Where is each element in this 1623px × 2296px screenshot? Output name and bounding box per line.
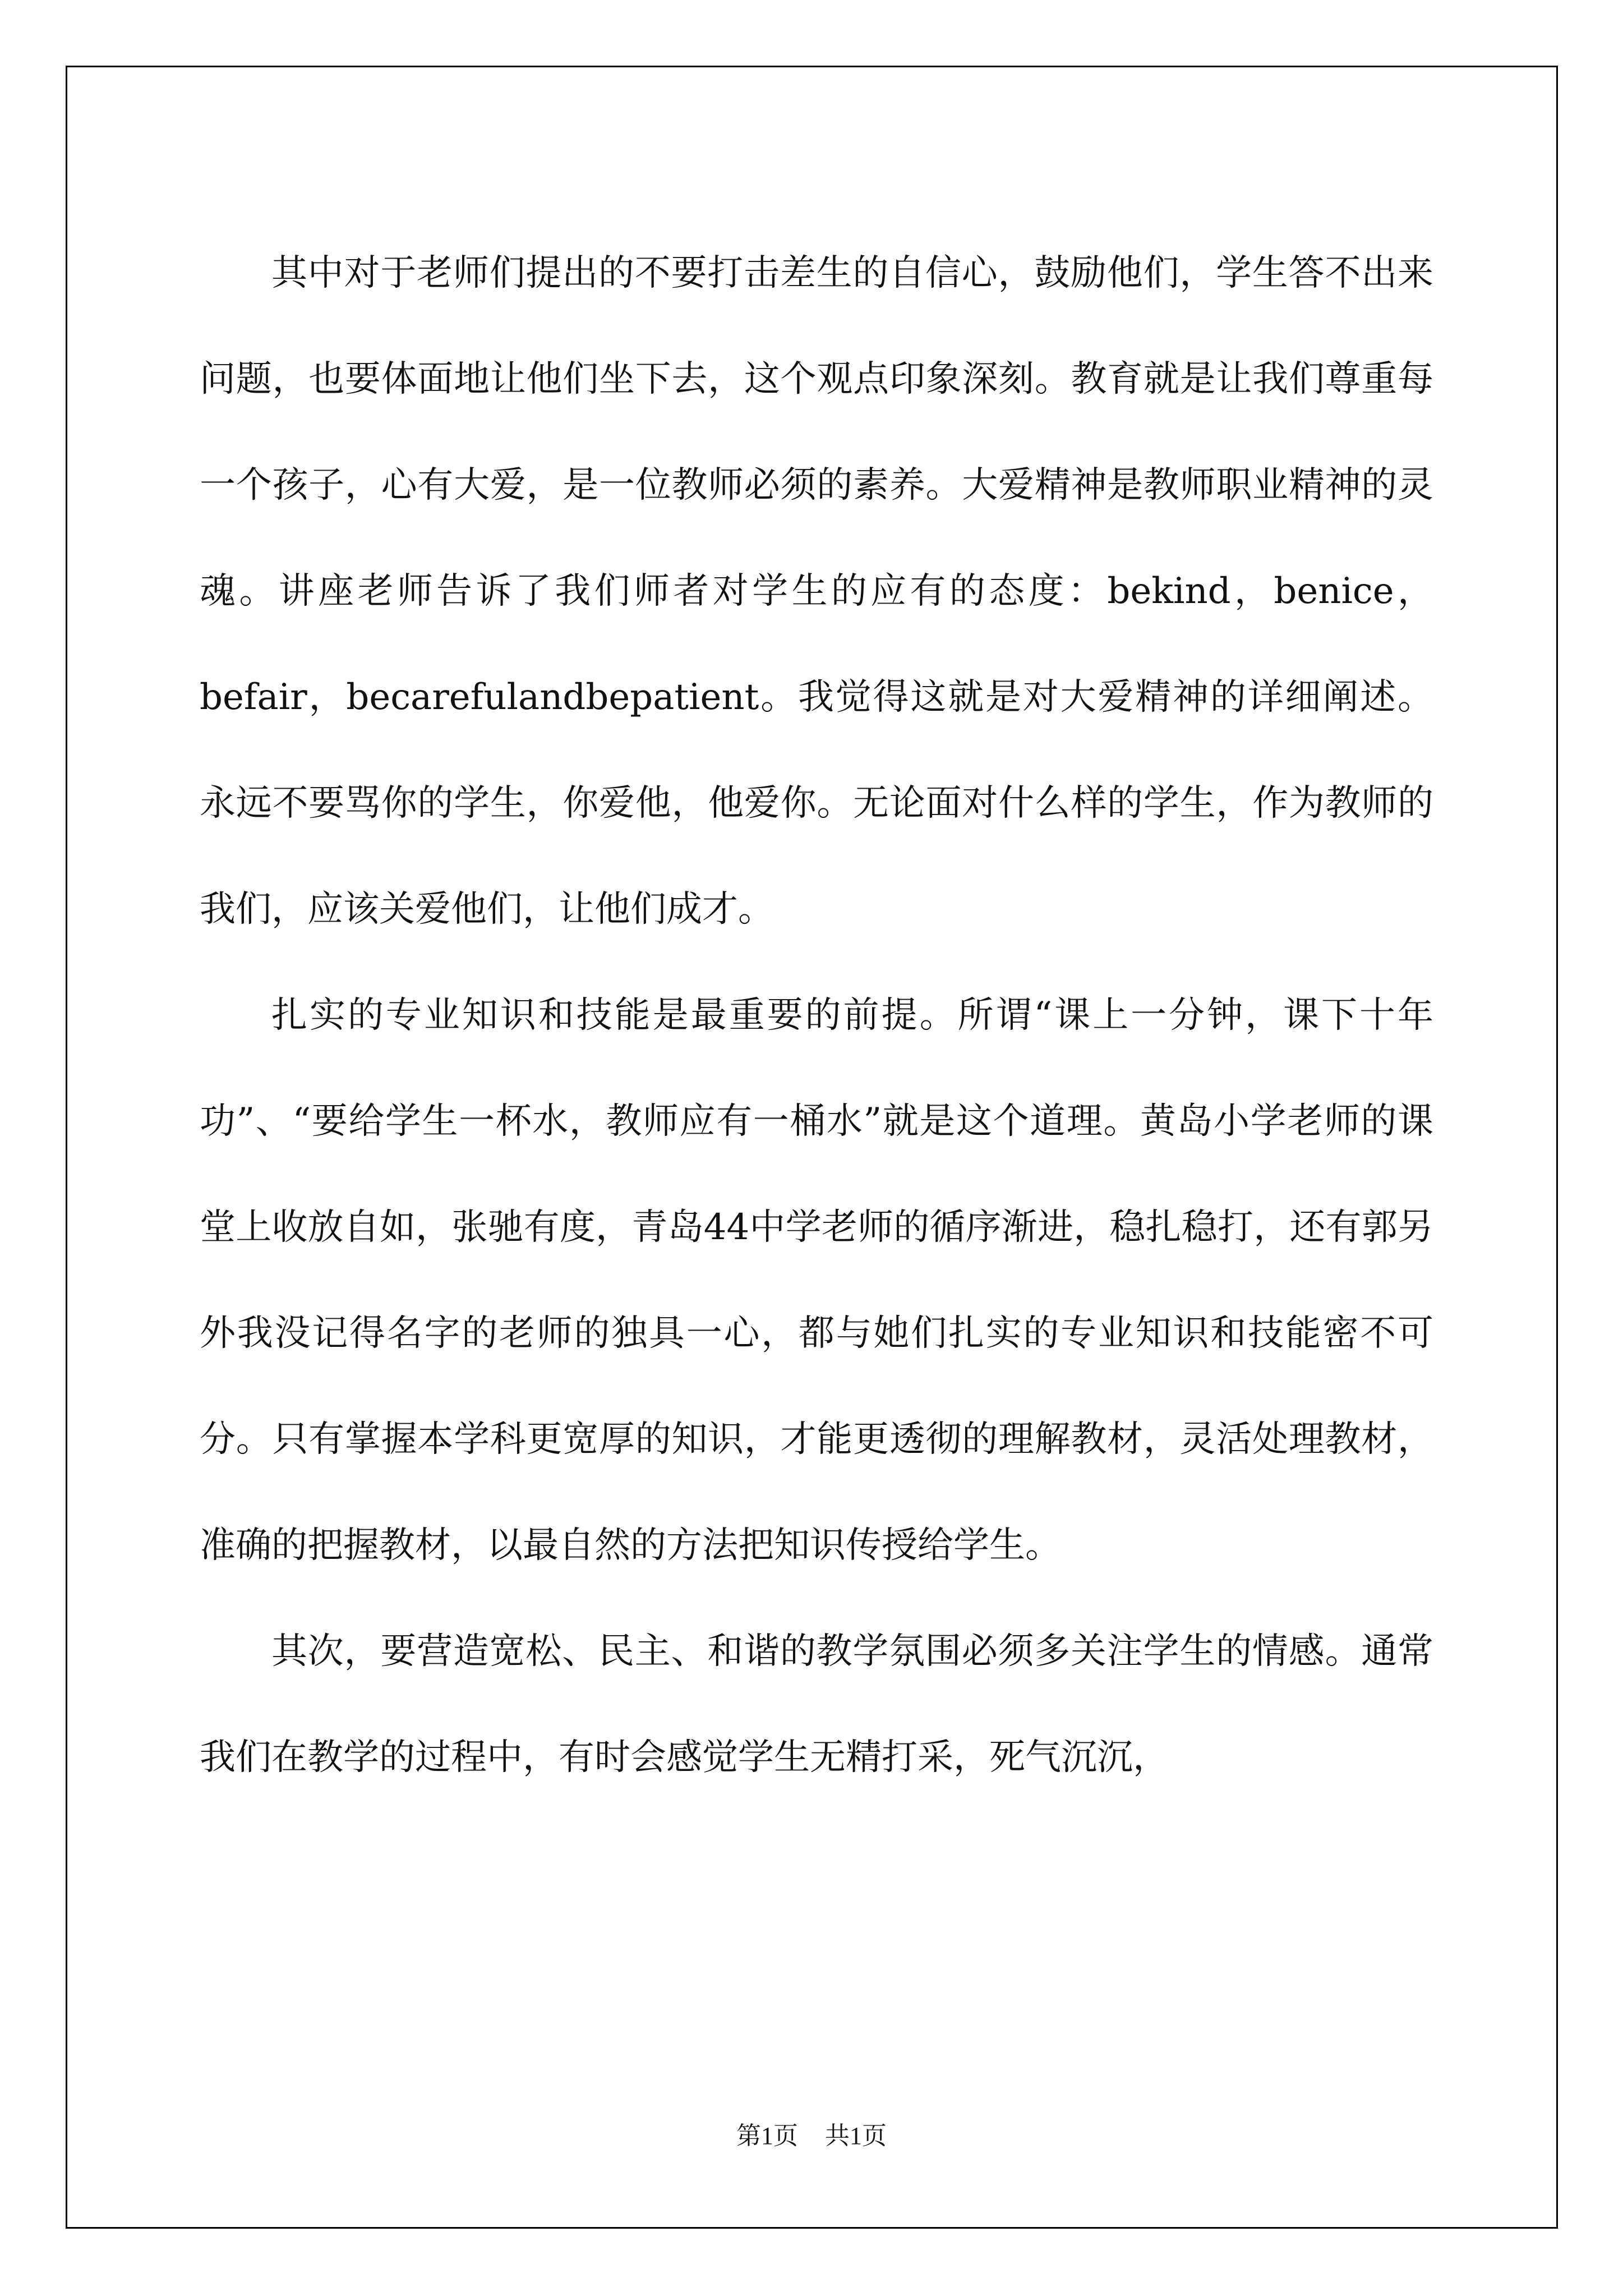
paragraph-1: 其中对于老师们提出的不要打击差生的自信心，鼓励他们，学生答不出来问题，也要体面地让他们坐下去，这个观点印象深刻。教育就是让我们尊重每一个孩子，心有大爱，是一位教师必须的素养。大爱精神是教师职业精神的灵魂。讲座老师告诉了我们师者对学生的应有的态度：bekind，benice，befair，becarefulandbepatient。我觉得这就是对大爱精神的详细阐述。永远不要骂你的学生，你爱他，他爱你。无论面对什么样的学生，作为教师的我们，应该关爱他们，让他们成才。 [200, 252, 1433, 930]
document-body [200, 220, 1433, 1811]
paragraph-2: 扎实的专业知识和技能是最重要的前提。所谓“课上一分钟，课下十年功”、“要给学生一杯水，教师应有一桶水”就是这个道理。黄岛小学老师的课堂上收放自如，张驰有度，青岛44中学老师的循序渐进，稳扎稳打，还有郭另外我没记得名字的老师的独具一心，都与她们扎实的专业知识和技能密不可分。只有掌握本学科更宽厚的知识，才能更透彻的理解教材，灵活处理教材，准确的把握教材，以最自然的方法把知识传授给学生。 [200, 995, 1433, 1566]
page-number: 第1页 [736, 2122, 798, 2150]
page-footer [0, 2119, 1623, 2153]
page-total: 共1页 [825, 2122, 887, 2150]
paragraph-3: 其次，要营造宽松、民主、和谐的教学氛围必须多关注学生的情感。通常我们在教学的过程中，有时会感觉学生无精打采，死气沉沉， [200, 1631, 1433, 1778]
